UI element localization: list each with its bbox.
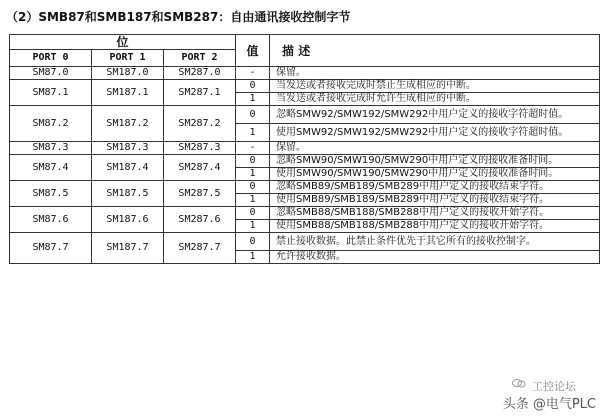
description-cell: 禁止接收数据。此禁止条件优先于其它所有的接收控制字。	[270, 233, 600, 251]
port2-bit-cell: SM287.2	[164, 106, 236, 142]
port2-bit-cell: SM287.7	[164, 233, 236, 264]
table-row	[10, 155, 600, 168]
value-cell: 1	[236, 220, 270, 233]
port0-bit-cell: SM87.6	[10, 207, 92, 233]
value-cell: 0	[236, 181, 270, 194]
table-row	[10, 80, 600, 93]
description-cell: 使用SMW92/SMW192/SMW292中用户定义的接收字符超时值。	[270, 124, 600, 142]
port2-header: PORT 2	[164, 50, 236, 67]
description-cell: 允许接收数据。	[270, 251, 600, 264]
watermark-logo-icon	[512, 377, 526, 389]
value-cell: 0	[236, 80, 270, 93]
section-heading: （2）SMB87和SMB187和SMB287：自由通讯接收控制字节	[6, 10, 351, 24]
port1-bit-cell: SM187.1	[92, 80, 164, 106]
description-cell: 忽略SMW90/SMW190/SMW290中用户定义的接收准备时间。	[270, 155, 600, 168]
description-cell: 保留。	[270, 142, 600, 155]
value-header: 值	[236, 35, 270, 67]
value-cell: 1	[236, 194, 270, 207]
value-cell: 1	[236, 93, 270, 106]
value-cell: 0	[236, 106, 270, 124]
port0-bit-cell: SM87.1	[10, 80, 92, 106]
description-cell: 保留。	[270, 67, 600, 80]
control-byte-table	[9, 34, 600, 264]
description-cell: 使用SMW90/SMW190/SMW290中用户定义的接收准备时间。	[270, 168, 600, 181]
port1-bit-cell: SM187.5	[92, 181, 164, 207]
port1-bit-cell: SM187.3	[92, 142, 164, 155]
port1-bit-cell: SM187.0	[92, 67, 164, 80]
value-cell: -	[236, 67, 270, 80]
port1-bit-cell: SM187.4	[92, 155, 164, 181]
port0-bit-cell: SM87.4	[10, 155, 92, 181]
table-row	[10, 181, 600, 194]
value-cell: 0	[236, 207, 270, 220]
port1-header: PORT 1	[92, 50, 164, 67]
value-cell: 0	[236, 155, 270, 168]
description-header: 描 述	[270, 35, 600, 67]
value-cell: 0	[236, 233, 270, 251]
port0-bit-cell: SM87.0	[10, 67, 92, 80]
port1-bit-cell: SM187.2	[92, 106, 164, 142]
port2-bit-cell: SM287.1	[164, 80, 236, 106]
table-row	[10, 207, 600, 220]
port2-bit-cell: SM287.3	[164, 142, 236, 155]
bit-header: 位	[10, 35, 236, 50]
port1-bit-cell: SM187.7	[92, 233, 164, 264]
port0-header: PORT 0	[10, 50, 92, 67]
value-cell: 1	[236, 251, 270, 264]
port2-bit-cell: SM287.6	[164, 207, 236, 233]
port2-bit-cell: SM287.4	[164, 155, 236, 181]
description-cell: 当发送或者接收完成时允许生成相应的中断。	[270, 93, 600, 106]
port1-bit-cell: SM187.6	[92, 207, 164, 233]
table-row	[10, 106, 600, 124]
value-cell: -	[236, 142, 270, 155]
description-cell: 忽略SMW92/SMW192/SMW292中用户定义的接收字符超时值。	[270, 106, 600, 124]
port0-bit-cell: SM87.7	[10, 233, 92, 264]
port0-bit-cell: SM87.3	[10, 142, 92, 155]
description-cell: 使用SMB89/SMB189/SMB289中用户定义的接收结束字符。	[270, 194, 600, 207]
table-row	[10, 142, 600, 155]
port2-bit-cell: SM287.5	[164, 181, 236, 207]
value-cell: 1	[236, 168, 270, 181]
port2-bit-cell: SM287.0	[164, 67, 236, 80]
watermark-forum: 工控论坛	[532, 380, 576, 393]
port0-bit-cell: SM87.5	[10, 181, 92, 207]
description-cell: 当发送或者接收完成时禁止生成相应的中断。	[270, 80, 600, 93]
table-row	[10, 233, 600, 251]
watermark: 头条 @电气PLC	[501, 393, 598, 412]
description-cell: 忽略SMB89/SMB189/SMB289中用户定义的接收结束字符。	[270, 181, 600, 194]
description-cell: 使用SMB88/SMB188/SMB288中用户定义的接收开始字符。	[270, 220, 600, 233]
port0-bit-cell: SM87.2	[10, 106, 92, 142]
description-cell: 忽略SMB88/SMB188/SMB288中用户定义的接收开始字符。	[270, 207, 600, 220]
table-row	[10, 67, 600, 80]
value-cell: 1	[236, 124, 270, 142]
